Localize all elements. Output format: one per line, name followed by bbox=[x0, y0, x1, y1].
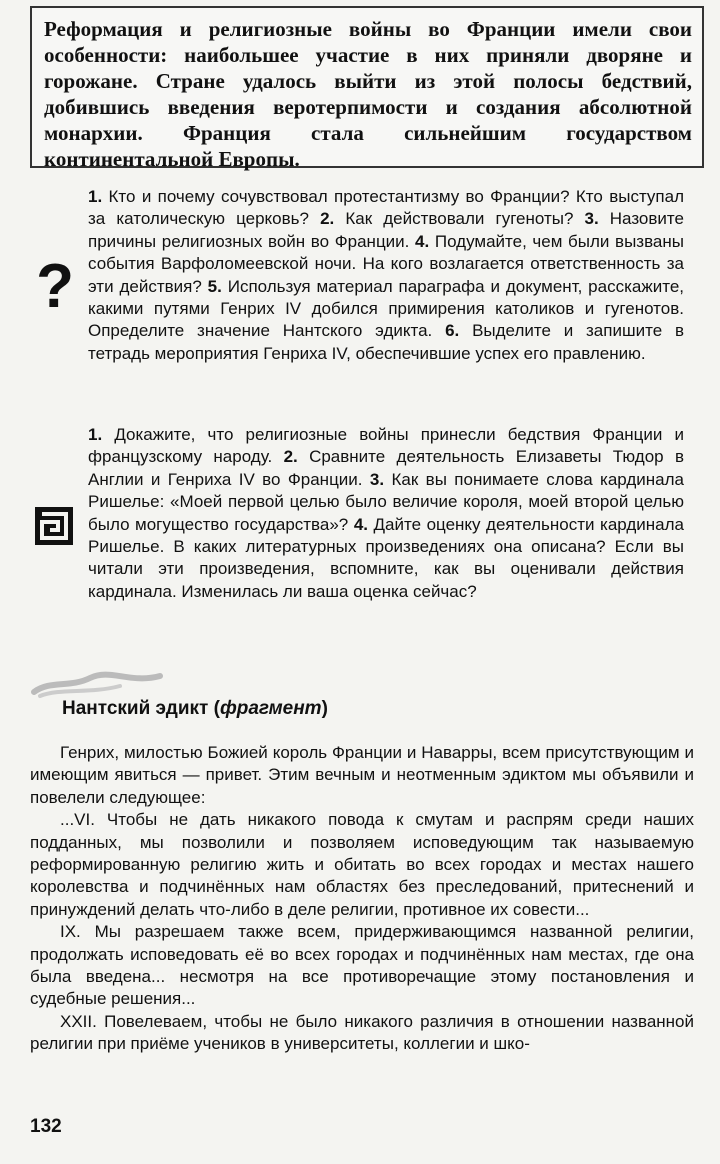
question-number: 5. bbox=[207, 276, 222, 296]
questions-paragraph bbox=[88, 186, 684, 365]
task-text: Докажите, что религиозные войны принесли бедствия Франции и французскому народу. bbox=[88, 425, 684, 467]
task-number: 3. bbox=[369, 469, 385, 489]
task-number: 4. bbox=[353, 514, 368, 534]
question-number: 1. bbox=[88, 187, 103, 206]
question-text: Как действовали гугеноты? bbox=[345, 209, 574, 229]
question-number: 2. bbox=[320, 209, 335, 229]
document-paragraph: IX. Мы разрешаем также всем, придерживающимся названной религии, продолжать исповедовать её во всех городах и подчинённых нам местах, где она была введена... несмотря на все противоречащие этому постановления и судебные решения... bbox=[30, 922, 694, 1009]
task-text: Сравните деятельность Елизаветы Тюдор в Англии и Генриха IV во Франции. bbox=[88, 447, 684, 489]
page-number: 132 bbox=[30, 1116, 62, 1137]
document-paragraph: Генрих, милостью Божией король Франции и Наварры, всем присутствующим и имеющим явиться — привет. Этим вечным и неотменным эдиктом мы объявили и повелели следующее: bbox=[30, 743, 694, 807]
summary-box bbox=[30, 6, 704, 171]
task-text: Как вы понимаете слова кардинала Ришелье: «Моей первой целью было величие короля, моей второй целью было могущество государства»? bbox=[88, 469, 684, 534]
question-number: 4. bbox=[415, 231, 430, 251]
questions-block bbox=[88, 186, 684, 365]
question-mark-icon: ? bbox=[36, 252, 74, 321]
task-text: Дайте оценку деятельности кардинала Ришелье. В каких литературных произведениях она описана? Если вы читали эти произведения, вспомните, как вы оценивали действия кардинала. Изменилась ли ваша оценка сейчас? bbox=[88, 514, 684, 601]
document-paragraph: ...VI. Чтобы не дать никакого повода к смутам и распрям среди наших подданных, мы позволили и позволяем исповедующим так называемую реформированную религию жить и обитать во всех городах и местах нашего королевства и подчинённых нам областях без преследований, притеснений и принуждений делать что-либо в деле религии, противное их совести... bbox=[30, 810, 694, 919]
task-number: 2. bbox=[283, 447, 298, 467]
maze-icon bbox=[34, 506, 74, 546]
question-text: Выделите и запишите в тетрадь мероприятия Генриха IV, обеспечившие успех его правлению. bbox=[88, 321, 684, 363]
tasks-paragraph bbox=[88, 424, 684, 603]
question-text: Подумайте, чем были вызваны события Варфоломеевской ночи. На кого возлагается ответственность за эти действия? bbox=[88, 231, 684, 296]
document-title-italic: фрагмент bbox=[219, 698, 322, 719]
document-title-end: ) bbox=[321, 698, 328, 719]
document-title bbox=[62, 696, 328, 722]
question-number: 6. bbox=[445, 321, 460, 341]
document-body bbox=[30, 742, 694, 1056]
document-paragraph: XXII. Повелеваем, чтобы не было никакого различия в отношении названной религии при приёме учеников в университеты, коллегии и шко- bbox=[30, 1011, 694, 1054]
summary-text: Реформация и религиозные войны во Франции имели свои особенности: наибольшее участие в них приняли дворяне и горожане. Стране удалось выйти из этой полосы бедствий, добившись введения веротерпимости и создания абсолютной монархии. Франция стала сильнейшим государством континентальной Европы. bbox=[44, 17, 692, 171]
question-number: 3. bbox=[584, 209, 599, 229]
question-text: Назовите причины религиозных войн во Франции. bbox=[88, 209, 684, 251]
question-text: Используя материал параграфа и документ, расскажите, какими путями Генрих IV добился примирения католиков и гугенотов. Определите значение Нантского эдикта. bbox=[88, 276, 684, 341]
tasks-block bbox=[88, 424, 684, 603]
document-title-main: Нантский эдикт ( bbox=[62, 698, 220, 719]
task-number: 1. bbox=[88, 425, 103, 444]
question-text: Кто и почему сочувствовал протестантизму во Франции? Кто выступал за католическую церковь? bbox=[88, 187, 684, 229]
